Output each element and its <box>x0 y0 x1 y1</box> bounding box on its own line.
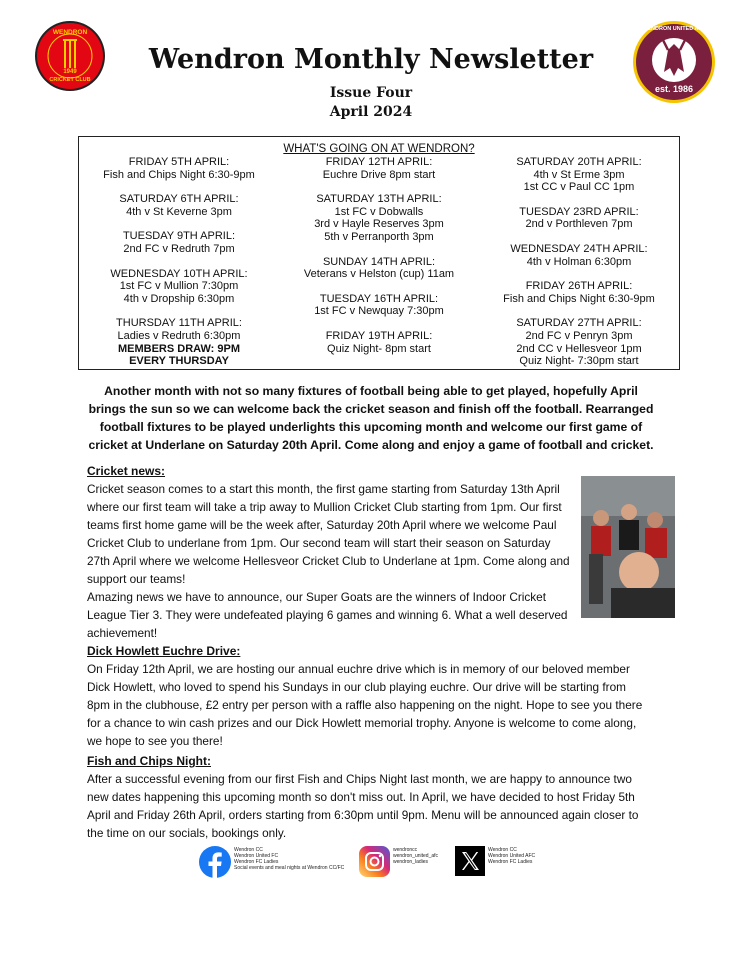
x-account: Wendron United AFC <box>488 853 536 859</box>
event-day: TUESDAY 9TH APRIL: <box>122 230 236 243</box>
event-item <box>79 193 279 218</box>
event-day: FRIDAY 12TH APRIL: <box>325 156 433 168</box>
events-box <box>78 136 680 370</box>
members-draw-frequency: EVERY THURSDAY <box>129 355 229 368</box>
logo-bottom-text: CRICKET CLUB <box>49 77 91 83</box>
event-item <box>279 193 479 243</box>
event-day: SATURDAY 20TH APRIL: <box>516 156 642 168</box>
euchre-drive-section <box>87 642 647 750</box>
event-day: TUESDAY 16TH APRIL: <box>319 292 439 305</box>
event-item <box>79 156 279 181</box>
logo-est: est. 1986 <box>654 84 694 94</box>
instagram-icon[interactable] <box>359 846 390 877</box>
event-line: 1st CC v Paul CC 1pm <box>523 181 635 194</box>
event-line: Fish and Chips Night 6:30-9pm <box>103 168 255 181</box>
event-day: SATURDAY 13TH APRIL: <box>316 193 442 206</box>
logo-top-text: WENDRON <box>52 29 88 36</box>
event-item <box>79 230 279 255</box>
cricket-news-paragraph: Cricket season comes to a start this month, the first game starting from Saturday 13th April where our first team will take a trip away to Mullion Cricket Club starting from 1pm. Our first teams first home game will be the week after, Saturday 20th April where we welcome Paul Cricket Club to underlane from 1pm. Our second team will start their season on Saturday 27th April where we welcome Hellesveor Cricket Club to Underlane at 1pm. Come along and support our teams! <box>87 482 570 586</box>
event-item <box>79 317 279 367</box>
instagram-account: wendron_united_afc <box>393 853 439 859</box>
event-item <box>279 330 479 355</box>
event-line: 2nd FC v Redruth 7pm <box>123 242 235 255</box>
x-account: Wendron CC <box>488 847 517 853</box>
cricket-news-section <box>87 462 575 642</box>
instagram-social <box>359 844 459 880</box>
event-day: SATURDAY 6TH APRIL: <box>119 193 239 206</box>
members-draw: MEMBERS DRAW: 9PM <box>117 342 241 355</box>
event-line: Ladies v Redruth 6:30pm <box>117 329 241 342</box>
event-line: 4th v Holman 6:30pm <box>526 255 632 268</box>
issue-info <box>0 84 742 122</box>
team-photo <box>581 476 675 618</box>
facebook-accounts <box>234 847 344 871</box>
fish-chips-section <box>87 752 647 842</box>
facebook-account: Social events and meal nights at Wendron CC/FC <box>234 865 345 871</box>
facebook-social <box>199 844 349 880</box>
fish-chips-heading: Fish and Chips Night: <box>87 754 211 768</box>
instagram-account: wendroncc <box>393 847 418 853</box>
event-day: SUNDAY 14TH APRIL: <box>322 255 436 268</box>
event-line: 1st FC v Mullion 7:30pm <box>119 280 239 293</box>
event-item <box>479 317 679 367</box>
events-column-2 <box>279 156 479 367</box>
event-line: 2nd CC v Hellesveor 1pm <box>516 342 642 355</box>
event-item <box>279 293 479 318</box>
euchre-drive-paragraph: On Friday 12th April, we are hosting our annual euchre drive which is in memory of our beloved member Dick Howlett, who loved to spend his Sundays in our club playing euchre. Our drive will be starting from 8pm in the clubhouse, £2 entry per person with a raffle also happening on the night. Hope to see you there for a chance to win cash prizes and our Dick Howlett memorial trophy. Anyone is welcome to come along, we hope to see you there! <box>87 662 643 748</box>
newsletter-title: Wendron Monthly Newsletter <box>148 44 594 75</box>
event-line: Euchre Drive 8pm start <box>322 168 436 181</box>
euchre-drive-heading: Dick Howlett Euchre Drive: <box>87 644 241 658</box>
event-line: 1st FC v Newquay 7:30pm <box>314 305 444 318</box>
event-line: Veterans v Helston (cup) 11am <box>303 268 455 281</box>
intro-paragraph: Another month with not so many fixtures of football being able to get played, hopefully April brings the sun so we can welcome back the cricket season and finish off the football. Rearranged football fixtures to be played underlights this upcoming month and welcome our first game of cricket at Underlane on Saturday 20th April. Come along and enjoy a game of football and cricket. <box>88 384 654 452</box>
event-day: FRIDAY 5TH APRIL: <box>128 156 230 168</box>
event-line: Quiz Night- 7:30pm start <box>519 355 639 368</box>
logo-year: 1949 <box>63 69 77 75</box>
event-line: 1st FC v Dobwalls <box>334 205 424 218</box>
event-item <box>479 156 679 194</box>
event-item <box>479 243 679 268</box>
facebook-account: Wendron FC Ladies <box>234 859 279 865</box>
issue-date: April 2024 <box>329 104 413 120</box>
event-item <box>479 280 679 305</box>
event-item <box>79 268 279 306</box>
event-day: WEDNESDAY 10TH APRIL: <box>110 267 248 280</box>
event-line: 4th v St Keverne 3pm <box>126 205 232 218</box>
event-item <box>479 206 679 231</box>
facebook-account: Wendron CC <box>234 847 263 853</box>
facebook-icon[interactable] <box>199 846 231 878</box>
cricket-news-heading: Cricket news: <box>87 464 166 478</box>
instagram-account: wendron_ladies <box>393 859 429 865</box>
event-line: Fish and Chips Night 6:30-9pm <box>503 292 655 305</box>
facebook-account: Wendron United FC <box>234 853 279 859</box>
instagram-accounts <box>393 847 438 865</box>
event-item <box>279 256 479 281</box>
event-day: FRIDAY 19TH APRIL: <box>325 329 433 342</box>
events-column-1 <box>79 156 279 380</box>
event-day: WEDNESDAY 24TH APRIL: <box>510 242 648 255</box>
events-heading: WHAT'S GOING ON AT WENDRON? <box>283 143 475 155</box>
event-line: 4th v Dropship 6:30pm <box>123 292 235 305</box>
x-accounts <box>488 847 535 865</box>
events-column-3 <box>479 156 679 380</box>
cricket-news-paragraph-2: Amazing news we have to announce, our Super Goats are the winners of Indoor Cricket League Tier 3. They were undefeated playing 6 games and winning 6. What a well deserved achievement! <box>87 590 568 640</box>
x-icon[interactable] <box>455 846 485 876</box>
event-line: 4th v St Erme 3pm <box>533 168 625 181</box>
x-account: Wendron FC Ladies <box>488 859 533 865</box>
event-line: 5th v Perranporth 3pm <box>324 230 434 243</box>
logo-text: WENDRON UNITED AFC <box>642 26 706 32</box>
event-line: 2nd v Porthleven 7pm <box>525 218 633 231</box>
event-day: FRIDAY 26TH APRIL: <box>525 280 633 293</box>
event-item <box>279 156 479 181</box>
event-line: 2nd FC v Penryn 3pm <box>525 329 633 342</box>
event-line: 3rd v Hayle Reserves 3pm <box>314 218 444 231</box>
event-day: THURSDAY 11TH APRIL: <box>116 317 242 330</box>
x-social <box>455 844 555 880</box>
issue-number: Issue Four <box>329 85 413 101</box>
fish-chips-paragraph: After a successful evening from our first Fish and Chips Night last month, we are happy to announce two new dates happening this upcoming month so don't miss out. In April, we have decided to host Friday 5th April and Friday 26th April, orders starting from 6:30pm until 9pm. Menu will be announced again closer to the time on our socials, bookings only. <box>87 772 639 840</box>
event-line: Quiz Night- 8pm start <box>327 342 431 355</box>
event-day: SATURDAY 27TH APRIL: <box>516 317 642 330</box>
event-day: TUESDAY 23RD APRIL: <box>519 205 639 218</box>
